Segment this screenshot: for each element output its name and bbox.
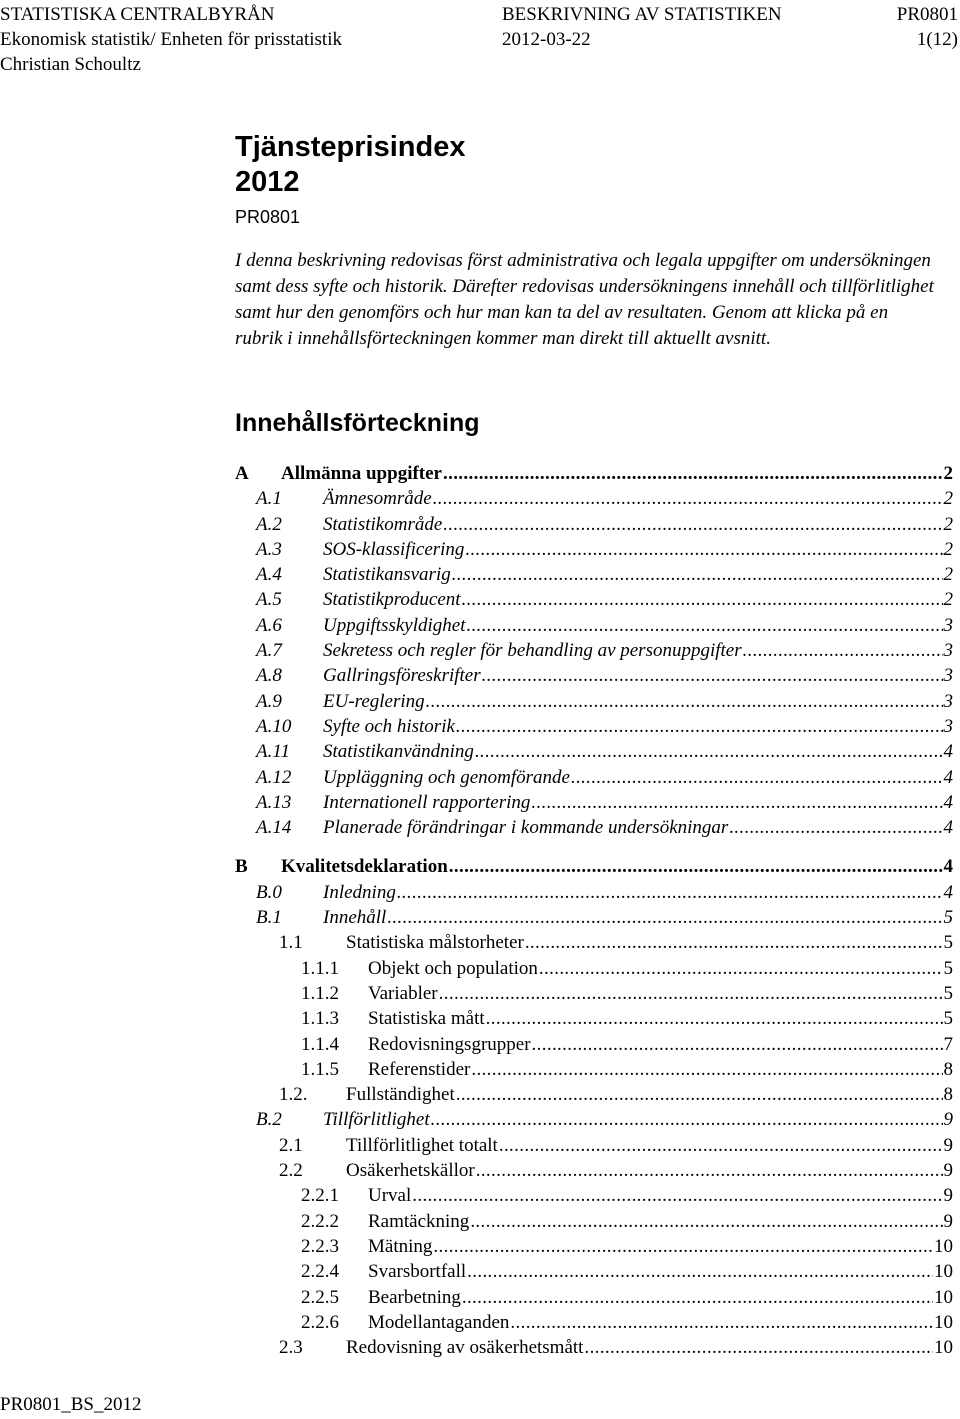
toc-leader-dots: [466, 613, 942, 638]
toc-entry-page: 4: [943, 791, 953, 813]
toc-entry-label: Urval: [368, 1185, 412, 1207]
toc-entry-number: A.8: [256, 665, 282, 687]
toc-entry-page: 4: [943, 856, 953, 878]
toc-entry-number: A.11: [256, 741, 290, 763]
toc-leader-dots: [426, 689, 943, 714]
toc-entry-number: A.3: [256, 538, 282, 560]
toc-entry-page: 10: [934, 1337, 953, 1359]
toc-entry-label: SOS-klassificering: [323, 538, 465, 560]
toc-leader-dots: [456, 714, 943, 739]
toc-leader-dots: [439, 981, 943, 1006]
toc-leader-dots: [387, 905, 942, 930]
author-name: Christian Schoultz: [0, 54, 141, 75]
department-name: Ekonomisk statistik/ Enheten för prisstatistik: [0, 29, 342, 50]
toc-entry-page: 9: [943, 1210, 953, 1232]
toc-entry-page: 7: [943, 1033, 953, 1055]
toc-entry[interactable]: [235, 1057, 953, 1082]
intro-paragraph: I denna beskrivning redovisas först administrativa och legala uppgifter om undersökningen samt dess syfte och historik. Därefter redovisas undersökningens innehåll och tillförlitlighet samt hur den genomförs och hur man kan ta del av resultaten. Genom att klicka på en rubrik i innehållsförteckningen kommer man direkt till aktuellt avsnitt.: [235, 250, 934, 349]
toc-entry-number: 2.1: [279, 1134, 303, 1156]
toc-leader-dots: [465, 537, 942, 562]
toc-leader-dots: [510, 1310, 933, 1335]
toc-entry-label: Tillförlitlighet totalt: [346, 1134, 498, 1156]
toc-entry-number: 1.1.1: [301, 957, 339, 979]
header-middle: [502, 4, 782, 54]
toc-entry-label: Syfte och historik: [323, 715, 455, 737]
toc-entry[interactable]: [235, 956, 953, 981]
toc-entry-page: 8: [943, 1058, 953, 1080]
toc-entry-number: A.7: [256, 640, 282, 662]
toc-entry-page: 3: [943, 715, 953, 737]
toc-entry-page: 5: [943, 957, 953, 979]
toc-entry-number: A.9: [256, 690, 282, 712]
page-number: 1(12): [916, 29, 958, 50]
toc-entry-number: 2.2.2: [301, 1210, 339, 1232]
toc-entry-label: Osäkerhetskällor: [346, 1160, 475, 1182]
toc-entry-page: 4: [943, 741, 953, 763]
toc-entry-number: A.12: [256, 766, 292, 788]
toc-entry-page: 3: [943, 665, 953, 687]
toc-entry-label: Innehåll: [323, 907, 387, 929]
toc-leader-dots: [486, 1006, 943, 1031]
document-date: 2012-03-22: [502, 29, 591, 50]
toc-entry-label: Planerade förändringar i kommande undersökningar: [323, 817, 729, 839]
toc-entry-page: 2: [943, 463, 953, 484]
toc-entry-page: 3: [943, 614, 953, 636]
toc-entry-number: A.10: [256, 715, 292, 737]
toc-entry[interactable]: [235, 562, 953, 587]
toc-leader-dots: [462, 587, 943, 612]
toc-entry-number: B.0: [256, 881, 282, 903]
toc-entry-label: Gallringsföreskrifter: [323, 665, 481, 687]
toc-entry[interactable]: [235, 638, 953, 663]
toc-entry-page: 2: [943, 513, 953, 535]
toc-leader-dots: [443, 461, 943, 486]
toc-leader-dots: [539, 956, 943, 981]
toc-entry[interactable]: [235, 880, 953, 905]
toc-entry-label: Referenstider: [368, 1058, 471, 1080]
toc-entry-number: A.1: [256, 488, 282, 510]
toc-leader-dots: [525, 930, 943, 955]
toc-entry-number: 2.2.4: [301, 1261, 339, 1283]
toc-leader-dots: [397, 880, 943, 905]
toc-entry[interactable]: [235, 486, 953, 511]
toc-entry-label: Sekretess och regler för behandling av personuppgifter: [323, 640, 742, 662]
toc-entry-page: 10: [934, 1286, 953, 1308]
toc-entry[interactable]: [235, 905, 953, 930]
toc-entry-label: Statistiska mått: [368, 1008, 485, 1030]
header-product-code: PR0801: [896, 4, 958, 25]
toc-entry-label: Bearbetning: [368, 1286, 461, 1308]
toc-entry-number: 1.1.2: [301, 982, 339, 1004]
toc-entry-page: 4: [943, 881, 953, 903]
toc-entry-label: Internationell rapportering: [323, 791, 531, 813]
toc-entry-page: 5: [943, 932, 953, 954]
toc-entry-label: Fullständighet: [346, 1084, 455, 1106]
toc-entry-label: Uppläggning och genomförande: [323, 766, 570, 788]
toc-entry-page: 9: [943, 1109, 953, 1131]
toc-entry-label: Kvalitetsdeklaration: [281, 856, 448, 878]
toc-entry[interactable]: [235, 1082, 953, 1107]
footer-document-id: PR0801_BS_2012: [0, 1394, 142, 1415]
toc-entry-label: Tillförlitlighet: [323, 1109, 430, 1131]
toc-entry-label: Statistikområde: [323, 513, 443, 535]
toc-leader-dots: [431, 1107, 943, 1132]
toc-entry[interactable]: [235, 981, 953, 1006]
toc-entry-page: 5: [943, 907, 953, 929]
toc-entry[interactable]: [235, 613, 953, 638]
toc-entry-number: B: [235, 856, 248, 878]
toc-entry[interactable]: [235, 1158, 953, 1183]
toc-leader-dots: [532, 1032, 943, 1057]
toc-entry-page: 3: [943, 640, 953, 662]
toc-leader-dots: [449, 854, 943, 879]
toc-entry-page: 10: [934, 1261, 953, 1283]
toc-entry-number: B.2: [256, 1109, 282, 1131]
toc-entry-label: Modellantaganden: [368, 1311, 510, 1333]
toc-entry-label: Ämnesområde: [323, 488, 432, 510]
toc-entry-number: 1.1: [279, 932, 303, 954]
toc-entry[interactable]: [235, 1310, 953, 1335]
toc-entry-page: 10: [934, 1311, 953, 1333]
toc-entry-label: Statistikanvändning: [323, 741, 474, 763]
toc-entry-number: 1.1.4: [301, 1033, 339, 1055]
toc-entry-number: A.2: [256, 513, 282, 535]
toc-entry-label: EU-reglering: [323, 690, 425, 712]
toc-entry[interactable]: [235, 1259, 953, 1284]
toc-entry-number: B.1: [256, 907, 282, 929]
toc-entry-label: Variabler: [368, 982, 438, 1004]
toc-entry[interactable]: [235, 714, 953, 739]
toc-entry[interactable]: [235, 1209, 953, 1234]
toc-leader-dots: [475, 739, 943, 764]
document-year: 2012: [235, 166, 300, 198]
toc-entry-page: 5: [943, 1008, 953, 1030]
toc-entry-number: 2.2.6: [301, 1311, 339, 1333]
toc-leader-dots: [584, 1335, 933, 1360]
toc-entry-page: 4: [943, 817, 953, 839]
toc-heading: Innehållsförteckning: [235, 409, 480, 437]
toc-entry[interactable]: [235, 1032, 953, 1057]
toc-entry-number: A: [235, 463, 249, 484]
toc-entry-number: 2.3: [279, 1337, 303, 1359]
toc-entry-page: 8: [943, 1084, 953, 1106]
toc-entry[interactable]: [235, 1006, 953, 1031]
toc-entry-page: 9: [943, 1185, 953, 1207]
toc-entry-page: 2: [943, 538, 953, 560]
toc-entry-label: Statistikansvarig: [323, 564, 451, 586]
toc-leader-dots: [499, 1133, 943, 1158]
toc-entry[interactable]: [235, 537, 953, 562]
toc-entry-page: 9: [943, 1134, 953, 1156]
toc-entry[interactable]: [235, 1133, 953, 1158]
toc-entry-page: 4: [943, 766, 953, 788]
toc-entry[interactable]: [235, 663, 953, 688]
toc-entry-page: 10: [934, 1235, 953, 1257]
toc-entry-number: 1.1.5: [301, 1058, 339, 1080]
toc-entry-label: Redovisning av osäkerhetsmått: [346, 1337, 584, 1359]
toc-leader-dots: [476, 1158, 943, 1183]
toc-entry[interactable]: [235, 587, 953, 612]
toc-entry-label: Svarsbortfall: [368, 1261, 467, 1283]
title-block: [235, 130, 465, 228]
toc-leader-dots: [729, 815, 942, 840]
toc-leader-dots: [452, 562, 943, 587]
toc-leader-dots: [471, 1057, 942, 1082]
toc-leader-dots: [443, 512, 942, 537]
toc-entry[interactable]: [235, 765, 953, 790]
toc-leader-dots: [456, 1082, 943, 1107]
toc-entry-page: 2: [943, 589, 953, 611]
document-title: Tjänsteprisindex: [235, 131, 466, 163]
toc-entry-label: Redovisningsgrupper: [368, 1033, 531, 1055]
document-type: BESKRIVNING AV STATISTIKEN: [502, 4, 782, 25]
toc-entry-number: 2.2.3: [301, 1235, 339, 1257]
header-left: [0, 4, 342, 79]
toc-entry-number: A.6: [256, 614, 282, 636]
toc-entry[interactable]: [235, 1234, 953, 1259]
toc-entry-label: Statistiska målstorheter: [346, 932, 524, 954]
toc-entry[interactable]: [235, 512, 953, 537]
toc-entry-number: A.13: [256, 791, 292, 813]
toc-entry-page: 5: [943, 982, 953, 1004]
toc-entry-number: 2.2.1: [301, 1185, 339, 1207]
toc-entry-label: Mätning: [368, 1235, 433, 1257]
toc-entry-number: 1.2.: [279, 1084, 308, 1106]
toc-leader-dots: [412, 1183, 942, 1208]
toc-entry[interactable]: [235, 689, 953, 714]
toc-entry-page: 9: [943, 1160, 953, 1182]
toc-entry-number: 1.1.3: [301, 1008, 339, 1030]
toc-entry-number: 2.2.5: [301, 1286, 339, 1308]
toc-leader-dots: [482, 663, 943, 688]
toc-entry-number: A.4: [256, 564, 282, 586]
toc-entry[interactable]: [235, 815, 953, 840]
toc-entry-page: 2: [943, 488, 953, 510]
toc-leader-dots: [470, 1209, 942, 1234]
toc-entry-label: Objekt och population: [368, 957, 538, 979]
toc-entry-page: 3: [943, 690, 953, 712]
toc-entry-number: A.14: [256, 817, 292, 839]
header-right: [897, 4, 958, 54]
toc-entry[interactable]: [235, 930, 953, 955]
toc-leader-dots: [433, 486, 943, 511]
table-of-contents: [235, 461, 953, 1360]
toc-entry[interactable]: [235, 1335, 953, 1360]
toc-entry-page: 2: [943, 564, 953, 586]
toc-entry-number: 2.2: [279, 1160, 303, 1182]
toc-entry[interactable]: [235, 1285, 953, 1310]
toc-entry[interactable]: [235, 739, 953, 764]
toc-entry-label: Statistikproducent: [323, 589, 461, 611]
toc-entry-number: A.5: [256, 589, 282, 611]
toc-leader-dots: [467, 1259, 933, 1284]
toc-leader-dots: [571, 765, 943, 790]
toc-entry-label: Ramtäckning: [368, 1210, 470, 1232]
toc-leader-dots: [433, 1234, 933, 1259]
toc-leader-dots: [531, 790, 942, 815]
toc-entry[interactable]: [235, 1183, 953, 1208]
toc-entry-label: Allmänna uppgifter: [281, 463, 442, 484]
product-code: PR0801: [235, 207, 301, 227]
toc-entry[interactable]: [235, 1107, 953, 1132]
agency-name: STATISTISKA CENTRALBYRÅN: [0, 4, 275, 25]
toc-entry[interactable]: [235, 854, 953, 879]
toc-leader-dots: [462, 1285, 933, 1310]
toc-entry[interactable]: [235, 790, 953, 815]
toc-entry-label: Uppgiftsskyldighet: [323, 614, 466, 636]
toc-entry[interactable]: [235, 461, 953, 486]
toc-entry-label: Inledning: [323, 881, 396, 903]
toc-leader-dots: [743, 638, 943, 663]
